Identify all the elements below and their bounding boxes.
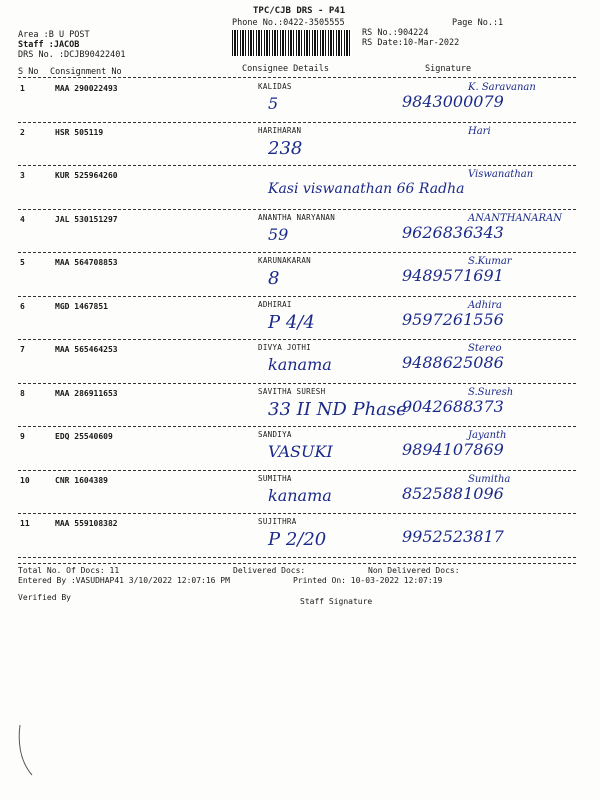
row-divider [18,426,576,427]
row-handwritten-phone: 9952523817 [402,527,504,546]
row-divider [18,122,576,123]
total-docs: Total No. Of Docs: 11 [18,566,120,575]
staff-label: Staff :JACOB [18,40,80,50]
row-serial-number: 5 [20,258,25,267]
row-handwritten-phone: 9597261556 [402,309,504,329]
rs-date: RS Date:10-Mar-2022 [362,38,460,48]
row-handwritten-address: 59 [268,224,289,244]
verified-by-label: Verified By [18,593,71,602]
row-consignment-number: MAA 565464253 [55,345,118,354]
row-handwritten-signature: Adhira [468,299,503,311]
row-consignee-name: ADHIRAI [258,299,292,309]
row-handwritten-address: Kasi viswanathan 66 Radha [268,181,465,197]
row-handwritten-signature: ANANTHANARAN [468,212,563,224]
row-handwritten-address: 238 [268,137,303,159]
delivered-docs: Delivered Docs: [233,566,306,575]
footer-divider [18,563,576,564]
row-consignee-name: KALIDAS [258,82,292,91]
row-handwritten-address: P 4/4 [268,311,315,333]
row-divider [18,165,576,166]
row-consignment-number: MAA 286911653 [55,388,118,398]
row-consignment-number: MAA 564708853 [55,258,118,267]
row-divider [18,339,576,340]
row-serial-number: 10 [20,475,30,485]
row-divider [18,513,576,514]
pen-mark-decoration [10,720,40,780]
row-handwritten-phone: 8525881096 [402,483,504,503]
row-serial-number: 2 [20,127,25,137]
row-consignee-name: KARUNAKARAN [258,256,311,265]
row-consignee-name: SUJITHRA [258,517,297,526]
row-divider [18,557,576,558]
row-consignee-name: SAVITHA SURESH [258,386,326,396]
row-handwritten-signature: Stereo [468,343,502,354]
row-serial-number: 8 [20,388,25,398]
row-handwritten-signature: Hari [468,125,491,137]
rs-number: RS No.:904224 [362,28,429,38]
row-handwritten-signature: Viswanathan [468,169,534,180]
drs-number: DRS No. :DCJB90422401 [18,50,126,60]
row-serial-number: 4 [20,214,25,224]
row-handwritten-address: P 2/20 [268,529,327,550]
row-consignment-number: MAA 559108382 [55,519,118,528]
phone-number: Phone No.:0422-3505555 [232,18,345,28]
row-serial-number: 3 [20,171,25,180]
row-handwritten-address: kanama [268,485,332,505]
row-handwritten-signature: S.Suresh [468,386,514,398]
row-handwritten-signature: K. Saravanan [468,82,536,93]
drs-title: TPC/CJB DRS - P41 [253,6,346,16]
column-sno: S No [18,67,39,77]
row-consignee-name: SUMITHA [258,473,292,483]
row-handwritten-address: 8 [268,268,280,289]
row-handwritten-signature: Sumitha [468,473,511,485]
row-consignment-number: MGD 1467851 [55,301,108,311]
printed-on: Printed On: 10-03-2022 12:07:19 [293,576,443,585]
row-handwritten-address: 33 II ND Phase [268,398,407,420]
column-consignment: Consignment No [50,67,122,77]
row-consignee-name: SANDIYA [258,430,292,439]
row-consignment-number: HSR 505119 [55,127,104,137]
page-number: Page No.:1 [452,18,504,28]
row-serial-number: 11 [20,519,30,528]
row-divider [18,209,576,210]
column-signature: Signature [425,64,472,74]
row-handwritten-phone: 9489571691 [402,266,504,285]
row-handwritten-address: 5 [268,94,279,113]
row-handwritten-phone: 9626836343 [402,222,504,242]
staff-signature-label: Staff Signature [300,597,373,606]
row-divider [18,252,576,253]
non-delivered-docs: Non Delivered Docs: [368,566,460,575]
row-handwritten-address: kanama [268,355,332,374]
row-handwritten-phone: 9042688373 [402,396,504,416]
row-handwritten-signature: Jayanth [468,430,507,441]
row-handwritten-phone: 9894107869 [402,440,504,459]
row-consignee-name: HARIHARAN [258,125,302,135]
row-divider [18,383,576,384]
row-handwritten-phone: 9488625086 [402,353,504,372]
row-consignment-number: JAL 530151297 [55,214,118,224]
header-divider [18,77,576,78]
row-serial-number: 7 [20,345,25,354]
barcode-image [232,30,352,56]
row-consignment-number: EDQ 25540609 [55,432,113,441]
row-consignee-name: ANANTHA NARYANAN [258,212,336,222]
column-consignee: Consignee Details [242,64,329,74]
area-label: Area :B U POST [18,30,90,40]
row-serial-number: 9 [20,432,25,441]
row-consignment-number: CNR 1604389 [55,475,108,485]
row-consignment-number: MAA 290022493 [55,84,118,93]
row-divider [18,470,576,471]
row-consignment-number: KUR 525964260 [55,171,118,180]
row-divider [18,296,576,297]
row-serial-number: 6 [20,301,25,311]
row-handwritten-address: VASUKI [268,442,333,461]
entered-by: Entered By :VASUDHAP41 3/10/2022 12:07:16 PM [18,576,230,585]
row-handwritten-phone: 9843000079 [402,92,504,111]
row-consignee-name: DIVYA JOTHI [258,343,311,352]
row-serial-number: 1 [20,84,25,93]
row-handwritten-signature: S.Kumar [468,256,512,267]
